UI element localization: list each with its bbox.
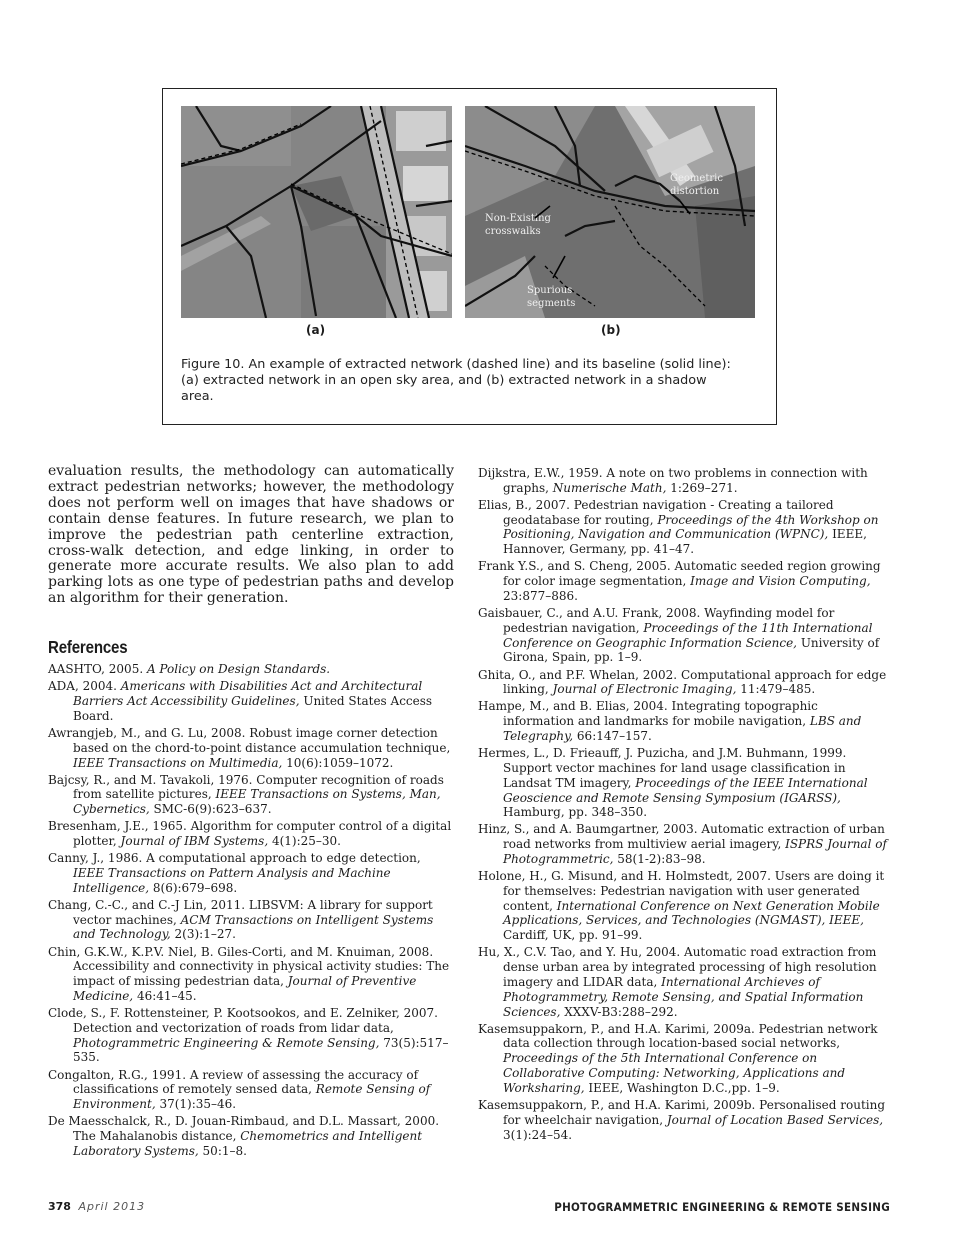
reference-item: Clode, S., F. Rottensteiner, P. Kootsookos, and E. Zelniker, 2007. Detection and vectorization of roads from lidar data, Photogrammetric Engineering & Remote Sensing, 73(5):517–535. [48,1006,449,1065]
figure-panel-b-image [465,106,755,318]
reference-item: ADA, 2004. Americans with Disabilities Act and Architectural Barriers Act Accessibility Guidelines, United States Access Board. [48,679,433,723]
reference-item: Bresenham, J.E., 1965. Algorithm for computer control of a digital plotter, Journal of IBM Systems, 4(1):25–30. [48,819,452,849]
figure-10 [162,88,777,425]
reference-item: Ghita, O., and P.F. Whelan, 2002. Computational approach for edge linking, Journal of Electronic Imaging, 11:479–485. [478,667,887,697]
figure-panel-a-label: (a) [306,323,326,337]
annotation-geometric-line2: distortion [670,186,720,197]
figure-panel-b-label: (b) [601,323,621,337]
reference-item: Dijkstra, E.W., 1959. A note on two problems in connection with graphs, Numerische Math, 1:269–271. [478,466,868,495]
annotation-spurious-line1: Spurious [527,285,573,296]
left-column [48,464,454,1161]
references-heading: References [48,637,128,658]
reference-item: Congalton, R.G., 1991. A review of assessing the accuracy of classifications of remotely sensed data, Remote Sensing of Environment, 37(1):35–46. [48,1067,431,1112]
reference-item: De Maesschalck, R., D. Jouan-Rimbaud, and D.L. Massart, 2000. The Mahalanobis distance, Chemometrics and Intelligent Laboratory Systems, 50:1–8. [48,1114,440,1158]
reference-item: AASHTO, 2005. A Policy on Design Standards. [48,662,331,677]
reference-item: Hermes, L., D. Frieauff, J. Puzicha, and J.M. Buhmann, 1999. Support vector machines for land usage classification in Landsat TM imagery, Proceedings of the IEEE International Geoscience and Remote Sensing Symposium (IGARSS), Hamburg, pp. 348–350. [478,746,868,820]
body-paragraph: evaluation results, the methodology can automatically extract pedestrian networks; however, the methodology does not perform well on images that have shadows or contain dense features. In future research, we plan to improve the pedestrian path centerline extraction, cross-walk detection, and edge linking, in order to generate more accurate results. We also plan to add parking lots as one type of pedestrian paths and develop an algorithm for their generation. [48,463,454,607]
reference-item: Frank Y.S., and S. Cheng, 2005. Automatic seeded region growing for color image segmentation, Image and Vision Computing, 23:877–886. [478,559,881,603]
annotation-spurious-line2: segments [527,298,576,309]
right-column [478,466,888,1145]
issue-date: April 2013 [78,1200,146,1213]
references-list-left [48,662,454,1158]
reference-item: Chang, C.-C., and C.-J Lin, 2011. LIBSVM: A library for support vector machines, ACM Transactions on Intelligent Systems and Technology, 2(3):1–27. [48,897,434,942]
reference-item: Awrangjeb, M., and G. Lu, 2008. Robust image corner detection based on the chord-to-point distance accumulation technique, IEEE Transactions on Multimedia, 10(6):1059–1072. [48,725,451,770]
reference-item: Elias, B., 2007. Pedestrian navigation - Creating a tailored geodatabase for routing, Proceedings of the 4th Workshop on Positioning, Navigation and Communication (WPNC), IEEE, Hannover, Germany, pp. 41–47. [478,497,879,557]
reference-item: Canny, J., 1986. A computational approach to edge detection, IEEE Transactions on Pattern Analysis and Machine Intelligence, 8(6):679–698. [48,851,421,895]
reference-item: Kasemsuppakorn, P., and H.A. Karimi, 2009b. Personalised routing for wheelchair navigation, Journal of Location Based Services, 3(1):24–54. [478,1097,886,1142]
figure-caption: Figure 10. An example of extracted network (dashed line) and its baseline (solid line): (a) extracted network in an open sky area, and (b) extracted network in a shadow area. [181,357,731,404]
annotation-nonexisting-line1: Non-Existing [485,213,551,224]
page-footer-left [48,1200,145,1213]
reference-item: Holone, H., G. Misund, and H. Holmstedt, 2007. Users are doing it for themselves: Pedestrian navigation with user generated content, International Conference on Next Generation Mobile Applications, Services, and Technologies (NGMAST), IEEE, Cardiff, UK, pp. 91–99. [478,869,885,943]
reference-item: Kasemsuppakorn, P., and H.A. Karimi, 2009a. Pedestrian network data collection through location-based social networks, Proceedings of the 5th International Conference on Collaborative Computing: Networking, Applications and Worksharing, IEEE, Washington D.C.,pp. 1–9. [478,1021,878,1095]
reference-item: Hu, X., C.V. Tao, and Y. Hu, 2004. Automatic road extraction from dense urban area by integrated processing of high resolution imagery and LIDAR data, International Archieves of Photogrammetry, Remote Sensing, and Spatial Information Sciences, XXXV-B3:288–292. [478,945,877,1019]
reference-item: Gaisbauer, C., and A.U. Frank, 2008. Wayfinding model for pedestrian navigation, Proceedings of the 11th International Conference on Geographic Information Science, University of Girona, Spain, pp. 1–9. [478,606,880,665]
reference-item: Chin, G.K.W., K.P.V. Niel, B. Giles-Corti, and M. Knuiman, 2008. Accessibility and connectivity in physical activity studies: The impact of missing pedestrian data, Journal of Preventive Medicine, 46:41–45. [48,944,450,1003]
page-number: 378 [48,1200,71,1213]
reference-item: Hampe, M., and B. Elias, 2004. Integrating topographic information and landmarks for mobile navigation, LBS and Telegraphy, 66:147–157. [478,699,862,744]
annotation-nonexisting-line2: crosswalks [485,226,541,237]
reference-item: Hinz, S., and A. Baumgartner, 2003. Automatic extraction of urban road networks from multiview aerial imagery, ISPRS Journal of Photogrammetric, 58(1-2):83–98. [478,822,887,866]
journal-name: PHOTOGRAMMETRIC ENGINEERING & REMOTE SENSING [554,1200,890,1214]
annotation-geometric-line1: Geometric [670,173,723,184]
references-list-right [478,466,888,1142]
figure-panel-a-image [181,106,452,318]
reference-item: Bajcsy, R., and M. Tavakoli, 1976. Computer recognition of roads from satellite pictures, IEEE Transactions on Systems, Man, Cybernetics, SMC-6(9):623–637. [48,772,444,817]
